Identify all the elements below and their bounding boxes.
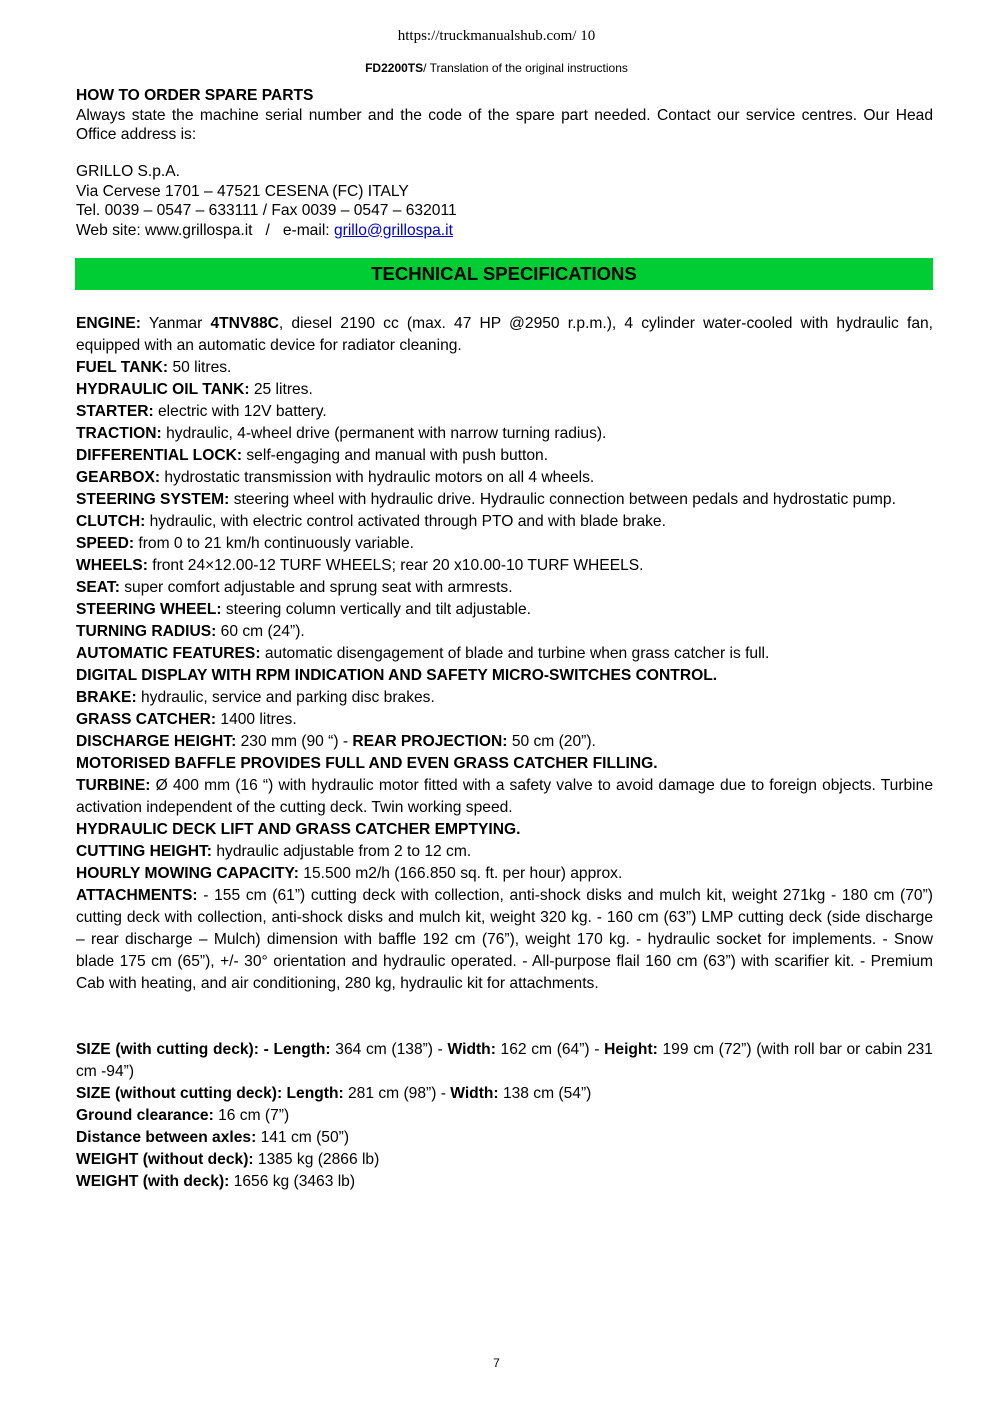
dimensions-section (76, 1039, 933, 1193)
size-without-deck (76, 1083, 933, 1105)
weight-with-deck (76, 1171, 933, 1193)
spec-text: 25 litres. (249, 381, 313, 398)
spec-deck-lift (76, 819, 933, 841)
spec-label: SEAT: (76, 579, 120, 596)
spec-label: MOTORISED BAFFLE PROVIDES FULL AND EVEN GRASS CATCHER FILLING. (76, 755, 658, 772)
spec-text: steering wheel with hydraulic drive. Hydraulic connection between pedals and hydrostatic pump. (229, 491, 896, 508)
size-with-deck (76, 1039, 933, 1083)
spec-label: TURNING RADIUS: (76, 623, 217, 640)
spec-label: SPEED: (76, 535, 135, 552)
spec-text: Yanmar (140, 315, 211, 332)
order-section (76, 86, 933, 145)
spec-label: Ground clearance: (76, 1107, 214, 1124)
spec-text: 141 cm (50”) (256, 1129, 350, 1146)
spec-label: CUTTING HEIGHT: (76, 843, 213, 860)
spec-label: TRACTION: (76, 425, 162, 442)
spec-steering-system (76, 489, 933, 511)
spec-text: 230 mm (90 “) - (236, 733, 353, 750)
spec-label: HOURLY MOWING CAPACITY: (76, 865, 299, 882)
source-url: https://truckmanualshub.com/ 10 (397, 28, 596, 44)
spec-mowing-capacity (76, 863, 933, 885)
spec-text: - 155 cm (61”) cutting deck with collection, anti-shock disks and mulch kit, weight 271kg - 180 cm (70”) cutting deck with collection, anti-shock disks and mulch kit, weight 320 kg. - 160 cm (63”) LMP cutting deck (side discharge – rear discharge – Mulch) dimension with baffle 192 cm (76”), weight 170 kg. - hydraulic socket for implements. - Snow blade 175 cm (65”), +/- 30° orientation and hydraulic operated. - All-purpose flail 160 cm (63”) with scarifier kit. - Premium Cab with heating, and air conditioning, 280 kg, hydraulic kit for attachments. (76, 887, 933, 992)
spec-text: hydraulic, with electric control activated through PTO and with blade brake. (145, 513, 666, 530)
spec-speed (76, 533, 933, 555)
spec-motorised-baffle (76, 753, 933, 775)
spec-label: HYDRAULIC OIL TANK: (76, 381, 250, 398)
spec-gearbox (76, 467, 933, 489)
spec-label: SIZE (without cutting deck): Length: (76, 1085, 344, 1102)
spec-text: hydraulic, service and parking disc brakes. (136, 689, 435, 706)
spec-label: DISCHARGE HEIGHT: (76, 733, 237, 750)
spec-wheels (76, 555, 933, 577)
spec-text: hydraulic, 4-wheel drive (permanent with narrow turning radius). (161, 425, 607, 442)
spec-label: Distance between axles: (76, 1129, 257, 1146)
spec-label: WEIGHT (without deck): (76, 1151, 254, 1168)
spec-label: GEARBOX: (76, 469, 161, 486)
weight-without-deck (76, 1149, 933, 1171)
web-email-line (76, 221, 933, 241)
spec-text: super comfort adjustable and sprung seat with armrests. (119, 579, 513, 596)
header-subtitle: / Translation of the original instructions (423, 61, 628, 75)
spec-text: 138 cm (54”) (498, 1085, 592, 1102)
engine-model: 4TNV88C (210, 315, 279, 332)
spec-label: CLUTCH: (76, 513, 146, 530)
axle-distance (76, 1127, 933, 1149)
spec-text: 15.500 m2/h (166.850 sq. ft. per hour) approx. (298, 865, 623, 882)
spec-automatic-features (76, 643, 933, 665)
spec-text: 1400 litres. (216, 711, 297, 728)
spec-text: 60 cm (24”). (216, 623, 305, 640)
spec-label: AUTOMATIC FEATURES: (76, 645, 261, 662)
spec-label: REAR PROJECTION: (352, 733, 508, 750)
street-address: Via Cervese 1701 – 47521 CESENA (FC) ITALY (76, 182, 409, 200)
spec-text: steering column vertically and tilt adjustable. (221, 601, 531, 618)
email-link[interactable]: grillo@grillospa.it (333, 221, 453, 239)
spec-label: ENGINE: (76, 315, 141, 332)
spec-text: 199 cm (72”) (with roll bar or cabin 231 cm -94”) (76, 1041, 933, 1080)
spec-clutch (76, 511, 933, 533)
spec-text: 281 cm (98”) - (343, 1085, 451, 1102)
spec-label: Width: (450, 1085, 499, 1102)
spec-label: STARTER: (76, 403, 154, 420)
spec-text: automatic disengagement of blade and turbine when grass catcher is full. (260, 645, 770, 662)
spec-label: STEERING WHEEL: (76, 601, 222, 618)
spec-turning-radius (76, 621, 933, 643)
spec-text: 162 cm (64”) - (495, 1041, 605, 1058)
spec-label: GRASS CATCHER: (76, 711, 217, 728)
spec-text: self-engaging and manual with push button. (242, 447, 549, 464)
spec-label: DIGITAL DISPLAY WITH RPM INDICATION AND SAFETY MICRO-SWITCHES CONTROL. (76, 667, 718, 684)
spec-brake (76, 687, 933, 709)
spec-attachments (76, 885, 933, 995)
spec-text: , diesel 2190 cc (max. 47 HP @2950 r.p.m.), 4 cylinder water-cooled with hydraulic fan, equipped with an automatic device for radiator cleaning. (76, 315, 933, 354)
model-code: FD2200TS (365, 61, 424, 75)
spec-text: 364 cm (138”) - (330, 1041, 448, 1058)
spec-label: TURBINE: (76, 777, 151, 794)
head-office-address (76, 162, 933, 240)
spec-cutting-height (76, 841, 933, 863)
section-banner: TECHNICAL SPECIFICATIONS (75, 258, 933, 290)
spec-label: BRAKE: (76, 689, 137, 706)
spec-seat (76, 577, 933, 599)
spec-text: hydrostatic transmission with hydraulic motors on all 4 wheels. (160, 469, 595, 486)
spec-text: electric with 12V battery. (153, 403, 327, 420)
spec-label: WEIGHT (with deck): (76, 1173, 230, 1190)
spec-discharge-height (76, 731, 933, 753)
spec-text: 50 cm (20”). (507, 733, 596, 750)
spec-label: WHEELS: (76, 557, 148, 574)
spec-text: front 24×12.00-12 TURF WHEELS; rear 20 x10.00-10 TURF WHEELS. (147, 557, 644, 574)
spec-digital-display (76, 665, 933, 687)
spec-label: Height: (604, 1041, 658, 1058)
phone-fax: Tel. 0039 – 0547 – 633111 / Fax 0039 – 0547 – 632011 (76, 202, 457, 219)
spec-turbine (76, 775, 933, 819)
spec-label: HYDRAULIC DECK LIFT AND GRASS CATCHER EMPTYING. (76, 821, 521, 838)
spec-text: Ø 400 mm (16 “) with hydraulic motor fitted with a safety valve to avoid damage due to foreign objects. Turbine activation independent of the cutting deck. Twin working speed. (76, 777, 933, 816)
spec-starter (76, 401, 933, 423)
company-name: GRILLO S.p.A. (76, 163, 181, 180)
order-title: HOW TO ORDER SPARE PARTS (76, 87, 314, 104)
spec-label: ATTACHMENTS: (76, 887, 198, 904)
spec-text: from 0 to 21 km/h continuously variable. (134, 535, 415, 552)
spec-label: SIZE (with cutting deck): - Length: (76, 1041, 331, 1058)
spec-text: 50 litres. (168, 359, 232, 376)
technical-specifications (76, 313, 933, 995)
spec-text: 1385 kg (2866 lb) (253, 1151, 380, 1168)
ground-clearance (76, 1105, 933, 1127)
spec-text: hydraulic adjustable from 2 to 12 cm. (212, 843, 472, 860)
web-site: Web site: www.grillospa.it / e-mail: (76, 221, 334, 239)
spec-text: 16 cm (7”) (213, 1107, 290, 1124)
order-text: Always state the machine serial number and the code of the spare part needed. Contact our service centres. Our Head Office address is: (76, 106, 933, 143)
page-number: 7 (493, 1356, 500, 1370)
spec-hydraulic-oil-tank (76, 379, 933, 401)
spec-fuel-tank (76, 357, 933, 379)
spec-traction (76, 423, 933, 445)
document-header (0, 61, 993, 75)
spec-label: DIFFERENTIAL LOCK: (76, 447, 243, 464)
spec-label: FUEL TANK: (76, 359, 169, 376)
spec-grass-catcher (76, 709, 933, 731)
spec-engine (76, 313, 933, 357)
spec-text: 1656 kg (3463 lb) (229, 1173, 356, 1190)
spec-differential-lock (76, 445, 933, 467)
spec-label: Width: (447, 1041, 496, 1058)
spec-label: STEERING SYSTEM: (76, 491, 230, 508)
spec-steering-wheel (76, 599, 933, 621)
